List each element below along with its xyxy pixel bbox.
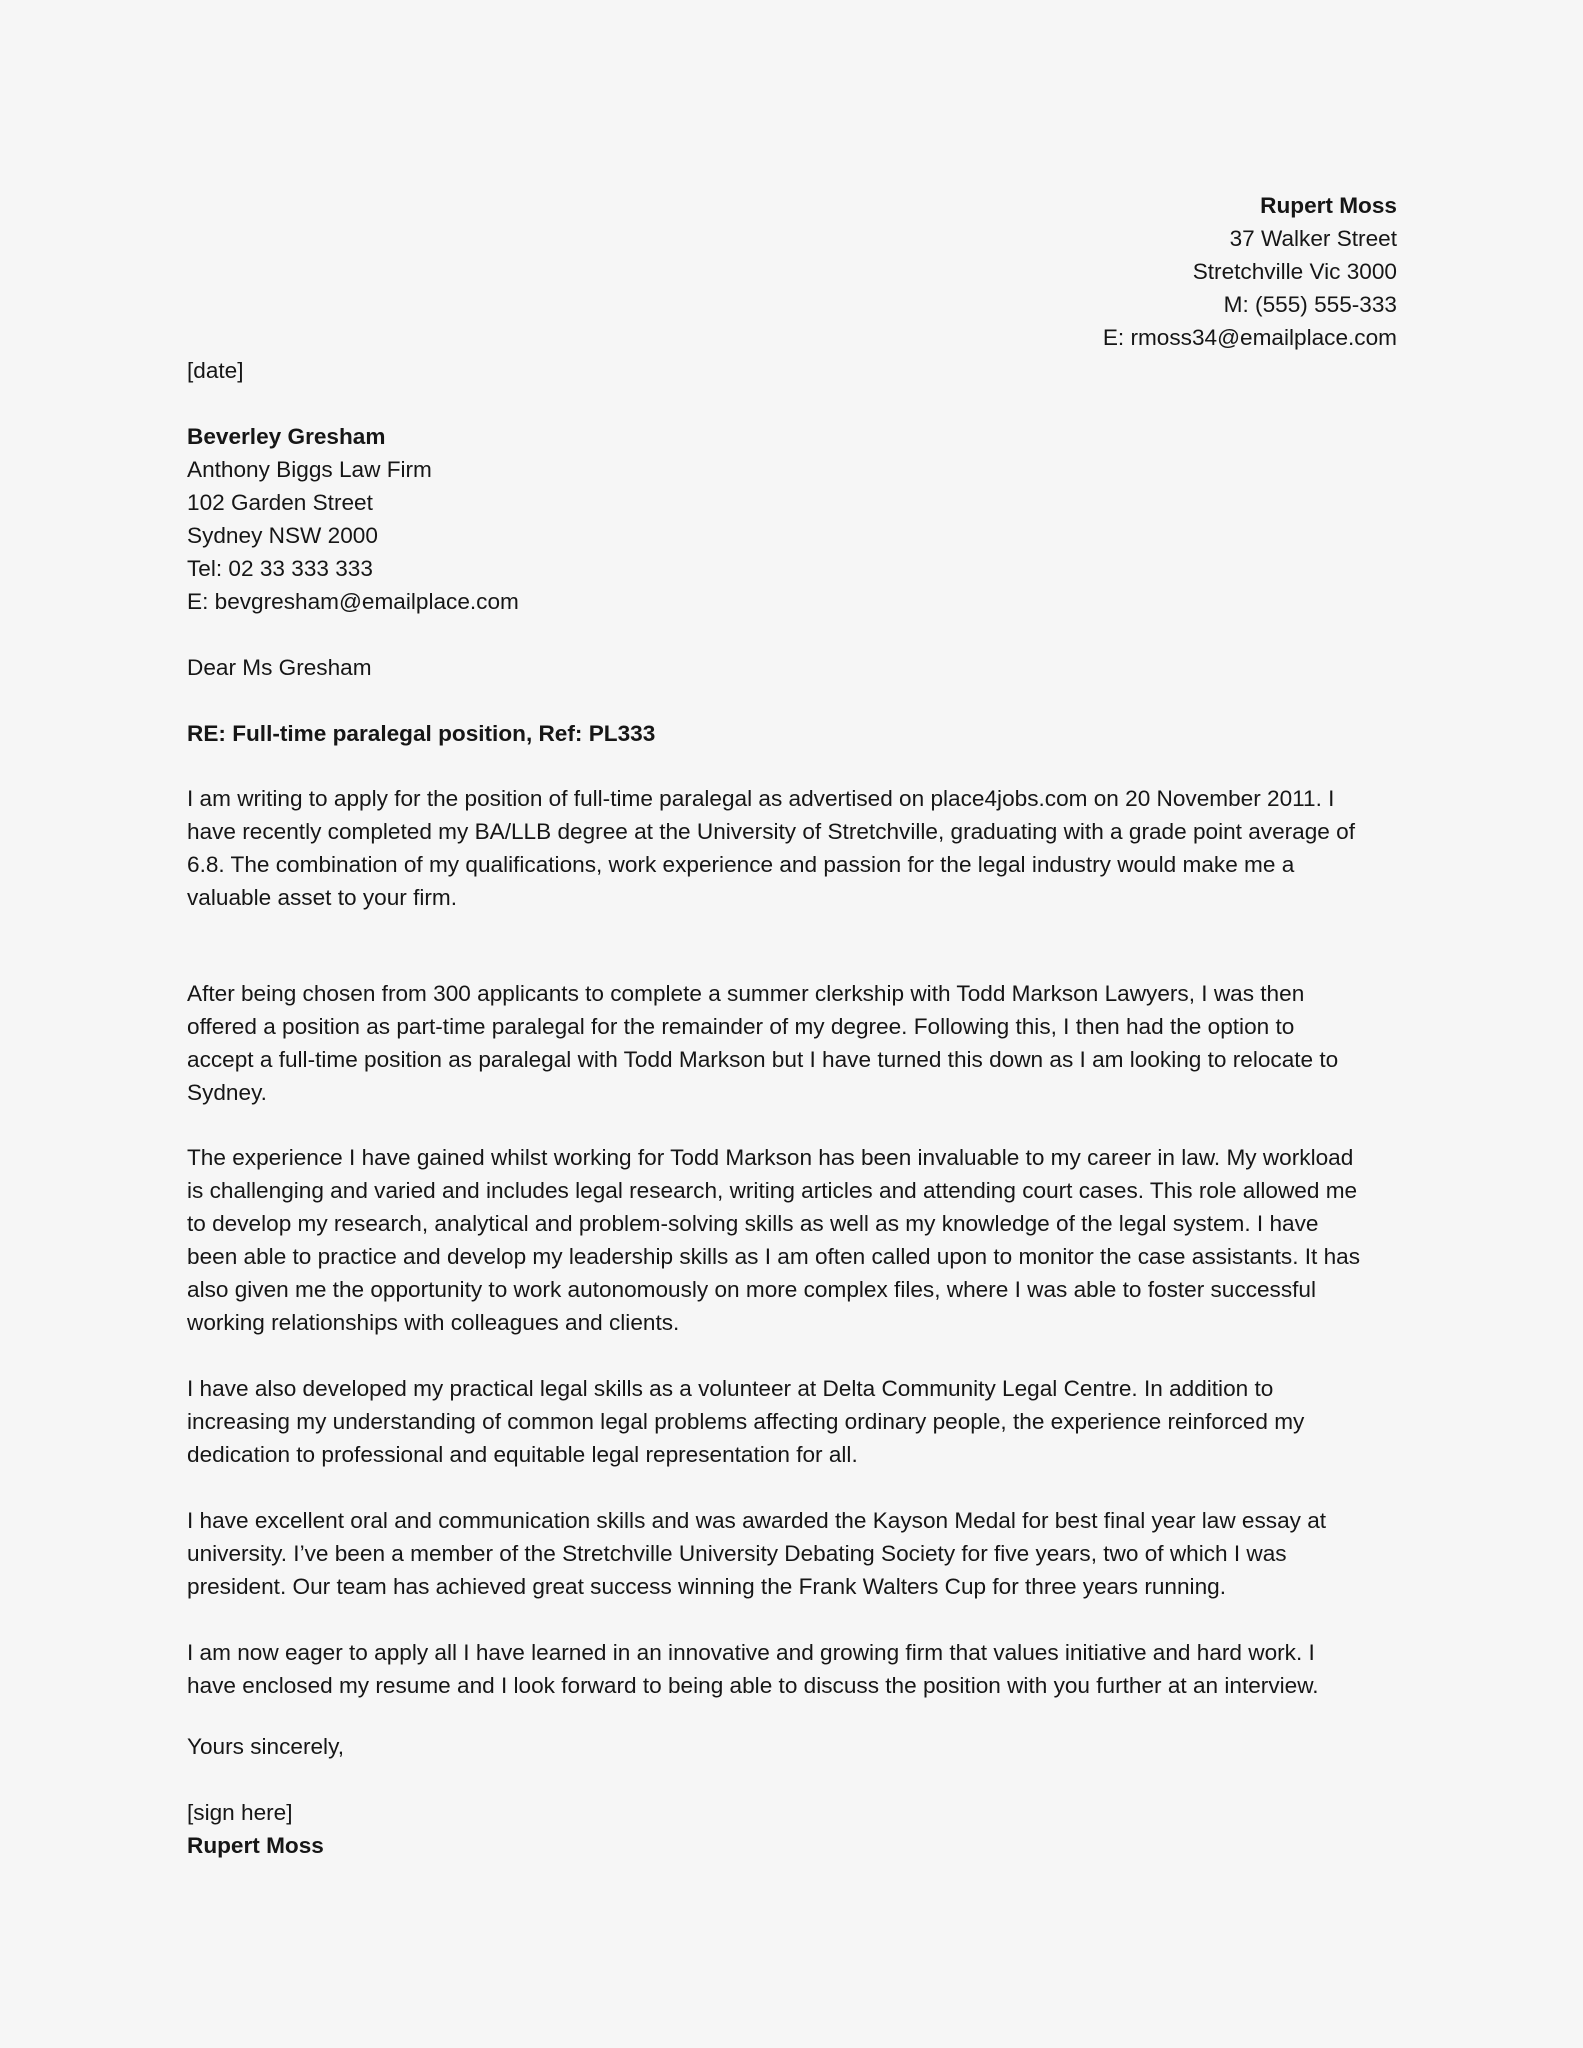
recipient-firm: Anthony Biggs Law Firm <box>187 457 432 482</box>
recipient-city: Sydney NSW 2000 <box>187 523 378 548</box>
sender-email: E: rmoss34@emailplace.com <box>1102 325 1397 350</box>
paragraph-line: Sydney. <box>187 1080 267 1105</box>
paragraph-line: university. I’ve been a member of the Stretchville University Debating Society for five years, two of which I was <box>187 1541 1287 1566</box>
paragraph-line: working relationships with colleagues and clients. <box>187 1310 680 1335</box>
sender-name: Rupert Moss <box>1260 193 1397 218</box>
paragraph-line: offered a position as part-time paralegal for the remainder of my degree. Following this, I then had the option to <box>187 1014 1295 1039</box>
body-paragraph-2 <box>187 977 1417 1109</box>
letter-date: [date] <box>187 358 244 383</box>
sender-street: 37 Walker Street <box>1229 226 1397 251</box>
body-paragraph-6 <box>187 1636 1417 1702</box>
body-paragraph-3 <box>187 1141 1417 1339</box>
signature-placeholder: [sign here] <box>187 1800 293 1825</box>
body-paragraph-5 <box>187 1504 1417 1603</box>
salutation: Dear Ms Gresham <box>187 655 372 680</box>
subject-line: RE: Full-time paralegal position, Ref: PL333 <box>187 721 656 746</box>
paragraph-line: increasing my understanding of common legal problems affecting ordinary people, the experience reinforced my <box>187 1409 1305 1434</box>
paragraph-line: to develop my research, analytical and problem-solving skills as well as my knowledge of the legal system. I have <box>187 1211 1319 1236</box>
paragraph-line: president. Our team has achieved great success winning the Frank Walters Cup for three years running. <box>187 1574 1226 1599</box>
paragraph-line: The experience I have gained whilst working for Todd Markson has been invaluable to my career in law. My workload <box>187 1145 1354 1170</box>
paragraph-line: have enclosed my resume and I look forward to being able to discuss the position with you further at an interview. <box>187 1673 1319 1698</box>
paragraph-line: dedication to professional and equitable legal representation for all. <box>187 1442 858 1467</box>
signatory-name: Rupert Moss <box>187 1833 324 1858</box>
paragraph-line: I am writing to apply for the position of full-time paralegal as advertised on place4jobs.com on 20 November 2011. I <box>187 786 1335 811</box>
recipient-email: E: bevgresham@emailplace.com <box>187 589 519 614</box>
paragraph-line: I have also developed my practical legal skills as a volunteer at Delta Community Legal Centre. In addition to <box>187 1376 1274 1401</box>
sender-city: Stretchville Vic 3000 <box>1192 259 1397 284</box>
paragraph-line: also given me the opportunity to work autonomously on more complex files, where I was able to foster successful <box>187 1277 1316 1302</box>
recipient-street: 102 Garden Street <box>187 490 373 515</box>
recipient-tel: Tel: 02 33 333 333 <box>187 556 373 581</box>
paragraph-line: accept a full-time position as paralegal with Todd Markson but I have turned this down as I am looking to relocate to <box>187 1047 1339 1072</box>
recipient-name: Beverley Gresham <box>187 424 386 449</box>
paragraph-line: have recently completed my BA/LLB degree at the University of Stretchville, graduating with a grade point average of <box>187 819 1355 844</box>
body-paragraph-4 <box>187 1372 1417 1471</box>
paragraph-line: I have excellent oral and communication skills and was awarded the Kayson Medal for best final year law essay at <box>187 1508 1327 1533</box>
paragraph-line: 6.8. The combination of my qualifications, work experience and passion for the legal industry would make me a <box>187 852 1295 877</box>
paragraph-line: After being chosen from 300 applicants to complete a summer clerkship with Todd Markson Lawyers, I was then <box>187 981 1305 1006</box>
paragraph-line: is challenging and varied and includes legal research, writing articles and attending court cases. This role allowed me <box>187 1178 1358 1203</box>
paragraph-line: I am now eager to apply all I have learned in an innovative and growing firm that values initiative and hard work. I <box>187 1640 1315 1665</box>
sender-mobile: M: (555) 555-333 <box>1223 292 1397 317</box>
valediction: Yours sincerely, <box>187 1734 344 1759</box>
paragraph-line: been able to practice and develop my leadership skills as I am often called upon to monitor the case assistants. It has <box>187 1244 1361 1269</box>
paragraph-line: valuable asset to your firm. <box>187 885 457 910</box>
body-paragraph-1 <box>187 782 1417 914</box>
